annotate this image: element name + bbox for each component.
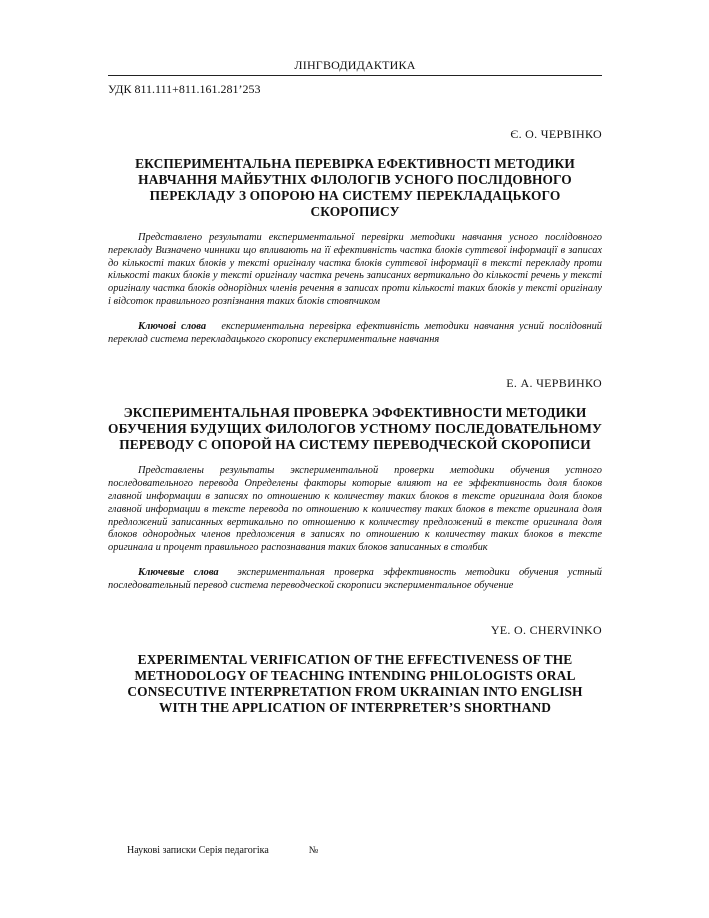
abstract-ru: Представлены результаты экспериментальной проверки методики обучения устного последовательного перевода Определены факторы которые влияют на ее эффективность доля блоков главной информации в записях по отношению к количеству таких блоков в тексте оригинала доля блоков главной информации в тексте перевода по отношению к количеству таких блоков в тексте оригинала доля предложений записанных вертикально по отношению к количеству предложений в тексте оригинала доля блоков однородных членов предложения в записях по отношению к количеству таких блоков в тексте оригинала и процент правильного распознавания таких блоков записанных в столбик bbox=[108, 465, 602, 554]
keywords-ru bbox=[108, 567, 602, 593]
title-ru: ЭКСПЕРИМЕНТАЛЬНАЯ ПРОВЕРКА ЭФФЕКТИВНОСТИ МЕТОДИКИ ОБУЧЕНИЯ БУДУЩИХ ФИЛОЛОГОВ УСТНОМУ ПОСЛЕДОВАТЕЛЬНОМУ ПЕРЕВОДУ С ОПОРОЙ НА СИСТЕМУ ПЕРЕВОДЧЕСКОЙ СКОРОПИСИ bbox=[108, 405, 602, 453]
author-uk: Є. О. ЧЕРВІНКО bbox=[510, 127, 602, 141]
page bbox=[108, 58, 602, 716]
footer bbox=[127, 845, 318, 856]
udc-code: УДК 811.111+811.161.281’253 bbox=[108, 82, 261, 96]
keywords-uk bbox=[108, 321, 602, 347]
author-ru: Е. А. ЧЕРВИНКО bbox=[506, 376, 602, 391]
keywords-label-ru: Ключевые слова bbox=[138, 566, 219, 578]
section-heading: ЛІНГВОДИДАКТИКА bbox=[108, 58, 602, 76]
keywords-text-uk: експериментальна перевірка ефективність методики навчання усний послідовний переклад система перекладацького скоропису експериментальне навчання bbox=[108, 320, 602, 345]
footer-number: № bbox=[308, 845, 319, 856]
footer-journal: Наукові записки Серія педагогіка bbox=[127, 845, 269, 856]
abstract-uk: Представлено результати експериментальної перевірки методики навчання усного послідовного перекладу Визначено чинники що впливають на її ефективність частка блоків суттєвої інформації в записах до кількості таких блоків у тексті оригіналу частка блоків суттєвої інформації в тексті перекладу проти кількості таких блоків у тексті оригіналу частка речень записаних вертикально до кількості речень у тексті оригіналу частка блоків однорідних членів речення в записах проти кількості таких блоків у тексті оригіналу і відсоток правильного розпізнання таких блоків стовпчиком bbox=[108, 232, 602, 307]
keywords-text-ru: экспериментальная проверка эффективность методики обучения устный последовательный перевод система переводческой скорописи экспериментальное обучение bbox=[108, 566, 602, 591]
title-uk: ЕКСПЕРИМЕНТАЛЬНА ПЕРЕВІРКА ЕФЕКТИВНОСТІ МЕТОДИКИ НАВЧАННЯ МАЙБУТНІХ ФІЛОЛОГІВ УСНОГО ПОСЛІДОВНОГО ПЕРЕКЛАДУ З ОПОРОЮ НА СИСТЕМУ ПЕРЕКЛАДАЦЬКОГО СКОРОПИСУ bbox=[135, 156, 575, 219]
title-en: EXPERIMENTAL VERIFICATION OF THE EFFECTIVENESS OF THE METHODOLOGY OF TEACHING INTENDING PHILOLOGISTS ORAL CONSECUTIVE INTERPRETATION FROM UKRAINIAN INTO ENGLISH WITH THE APPLICATION OF INTERPRETER’S SHORTHAND bbox=[127, 651, 583, 715]
keywords-label-uk: Ключові слова bbox=[138, 320, 207, 332]
author-en: YE. O. CHERVINKO bbox=[490, 622, 602, 637]
